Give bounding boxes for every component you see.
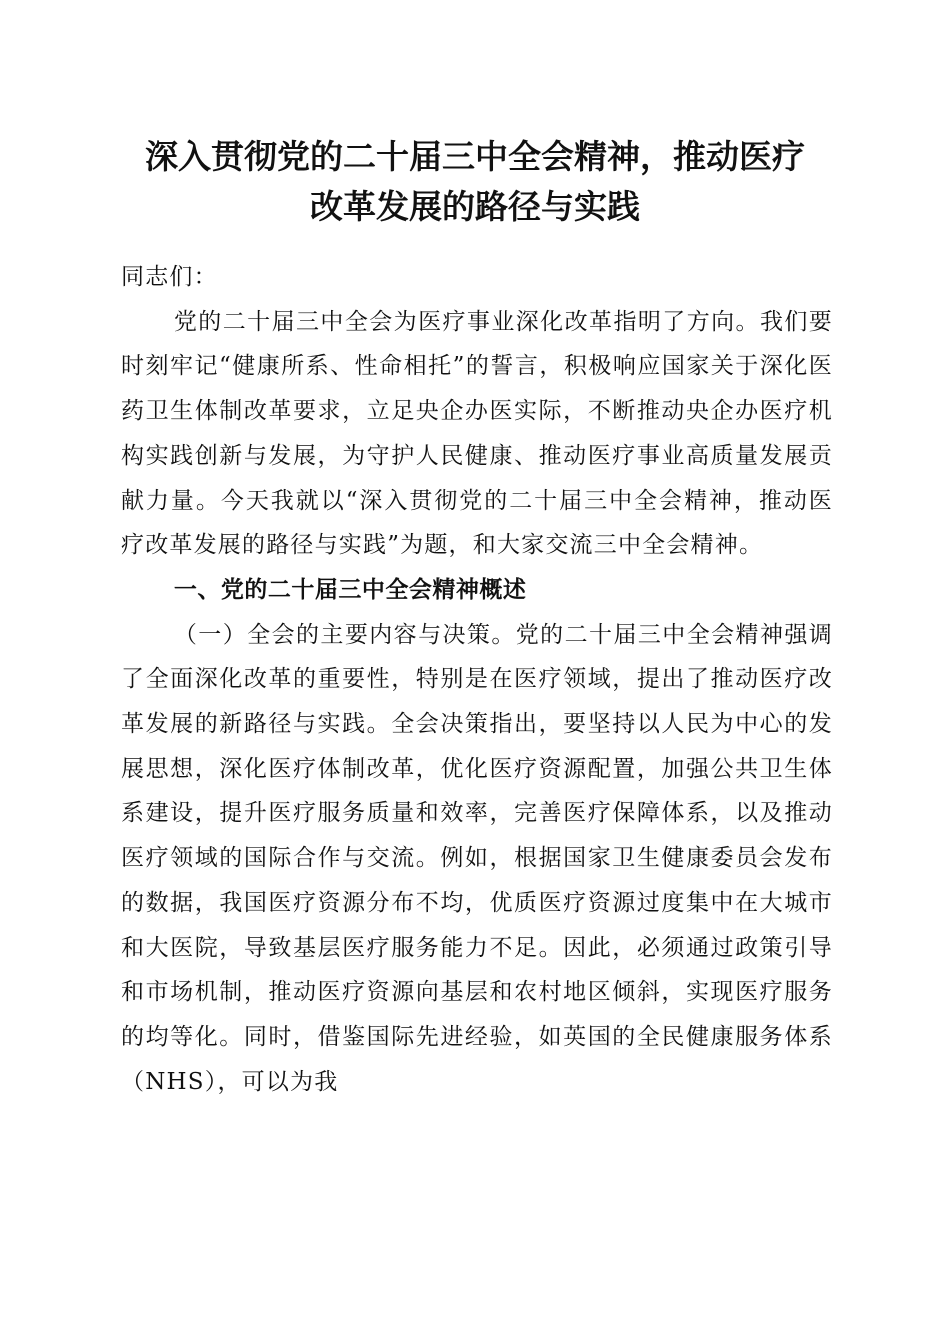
subsection-paragraph-1 (121, 613, 833, 1105)
document-body (121, 255, 833, 1104)
subsection-body-1: 党的二十届三中全会精神强调了全面深化改革的重要性，特别是在医疗领域，提出了推动医疗改革发展的新路径与实践。全会决策指出，要坚持以人民为中心的发展思想，深化医疗体制改革，优化医疗资源配置，加强公共卫生体系建设，提升医疗服务质量和效率，完善医疗保障体系，以及推动医疗领域的国际合作与交流。例如，根据国家卫生健康委员会发布的数据，我国医疗资源分布不均，优质医疗资源过度集中在大城市和大医院，导致基层医疗服务能力不足。因此，必须通过政策引导和市场机制，推动医疗资源向基层和农村地区倾斜，实现医疗服务的均等化。同时，借鉴国际先进经验，如英国的全民健康服务体系（NHS），可以为我 (121, 621, 833, 1095)
title-line-2: 改革发展的路径与实践 (310, 187, 640, 226)
section-heading-1: 一、党的二十届三中全会精神概述 (173, 576, 527, 603)
title-line-1: 深入贯彻党的二十届三中全会精神，推动医疗 (145, 137, 805, 176)
salutation: 同志们： (121, 264, 218, 290)
document-title (60, 132, 890, 232)
intro-paragraph: 党的二十届三中全会为医疗事业深化改革指明了方向。我们要时刻牢记“健康所系、性命相托”的誓言，积极响应国家关于深化医药卫生体制改革要求，立足央企办医实际，不断推动央企办医疗机构实践创新与发展，为守护人民健康、推动医疗事业高质量发展贡献力量。今天我就以“深入贯彻党的二十届三中全会精神，推动医疗改革发展的路径与实践”为题，和大家交流三中全会精神。 (121, 308, 833, 559)
subsection-lead-1: （一）全会的主要内容与决策。 (173, 621, 516, 648)
